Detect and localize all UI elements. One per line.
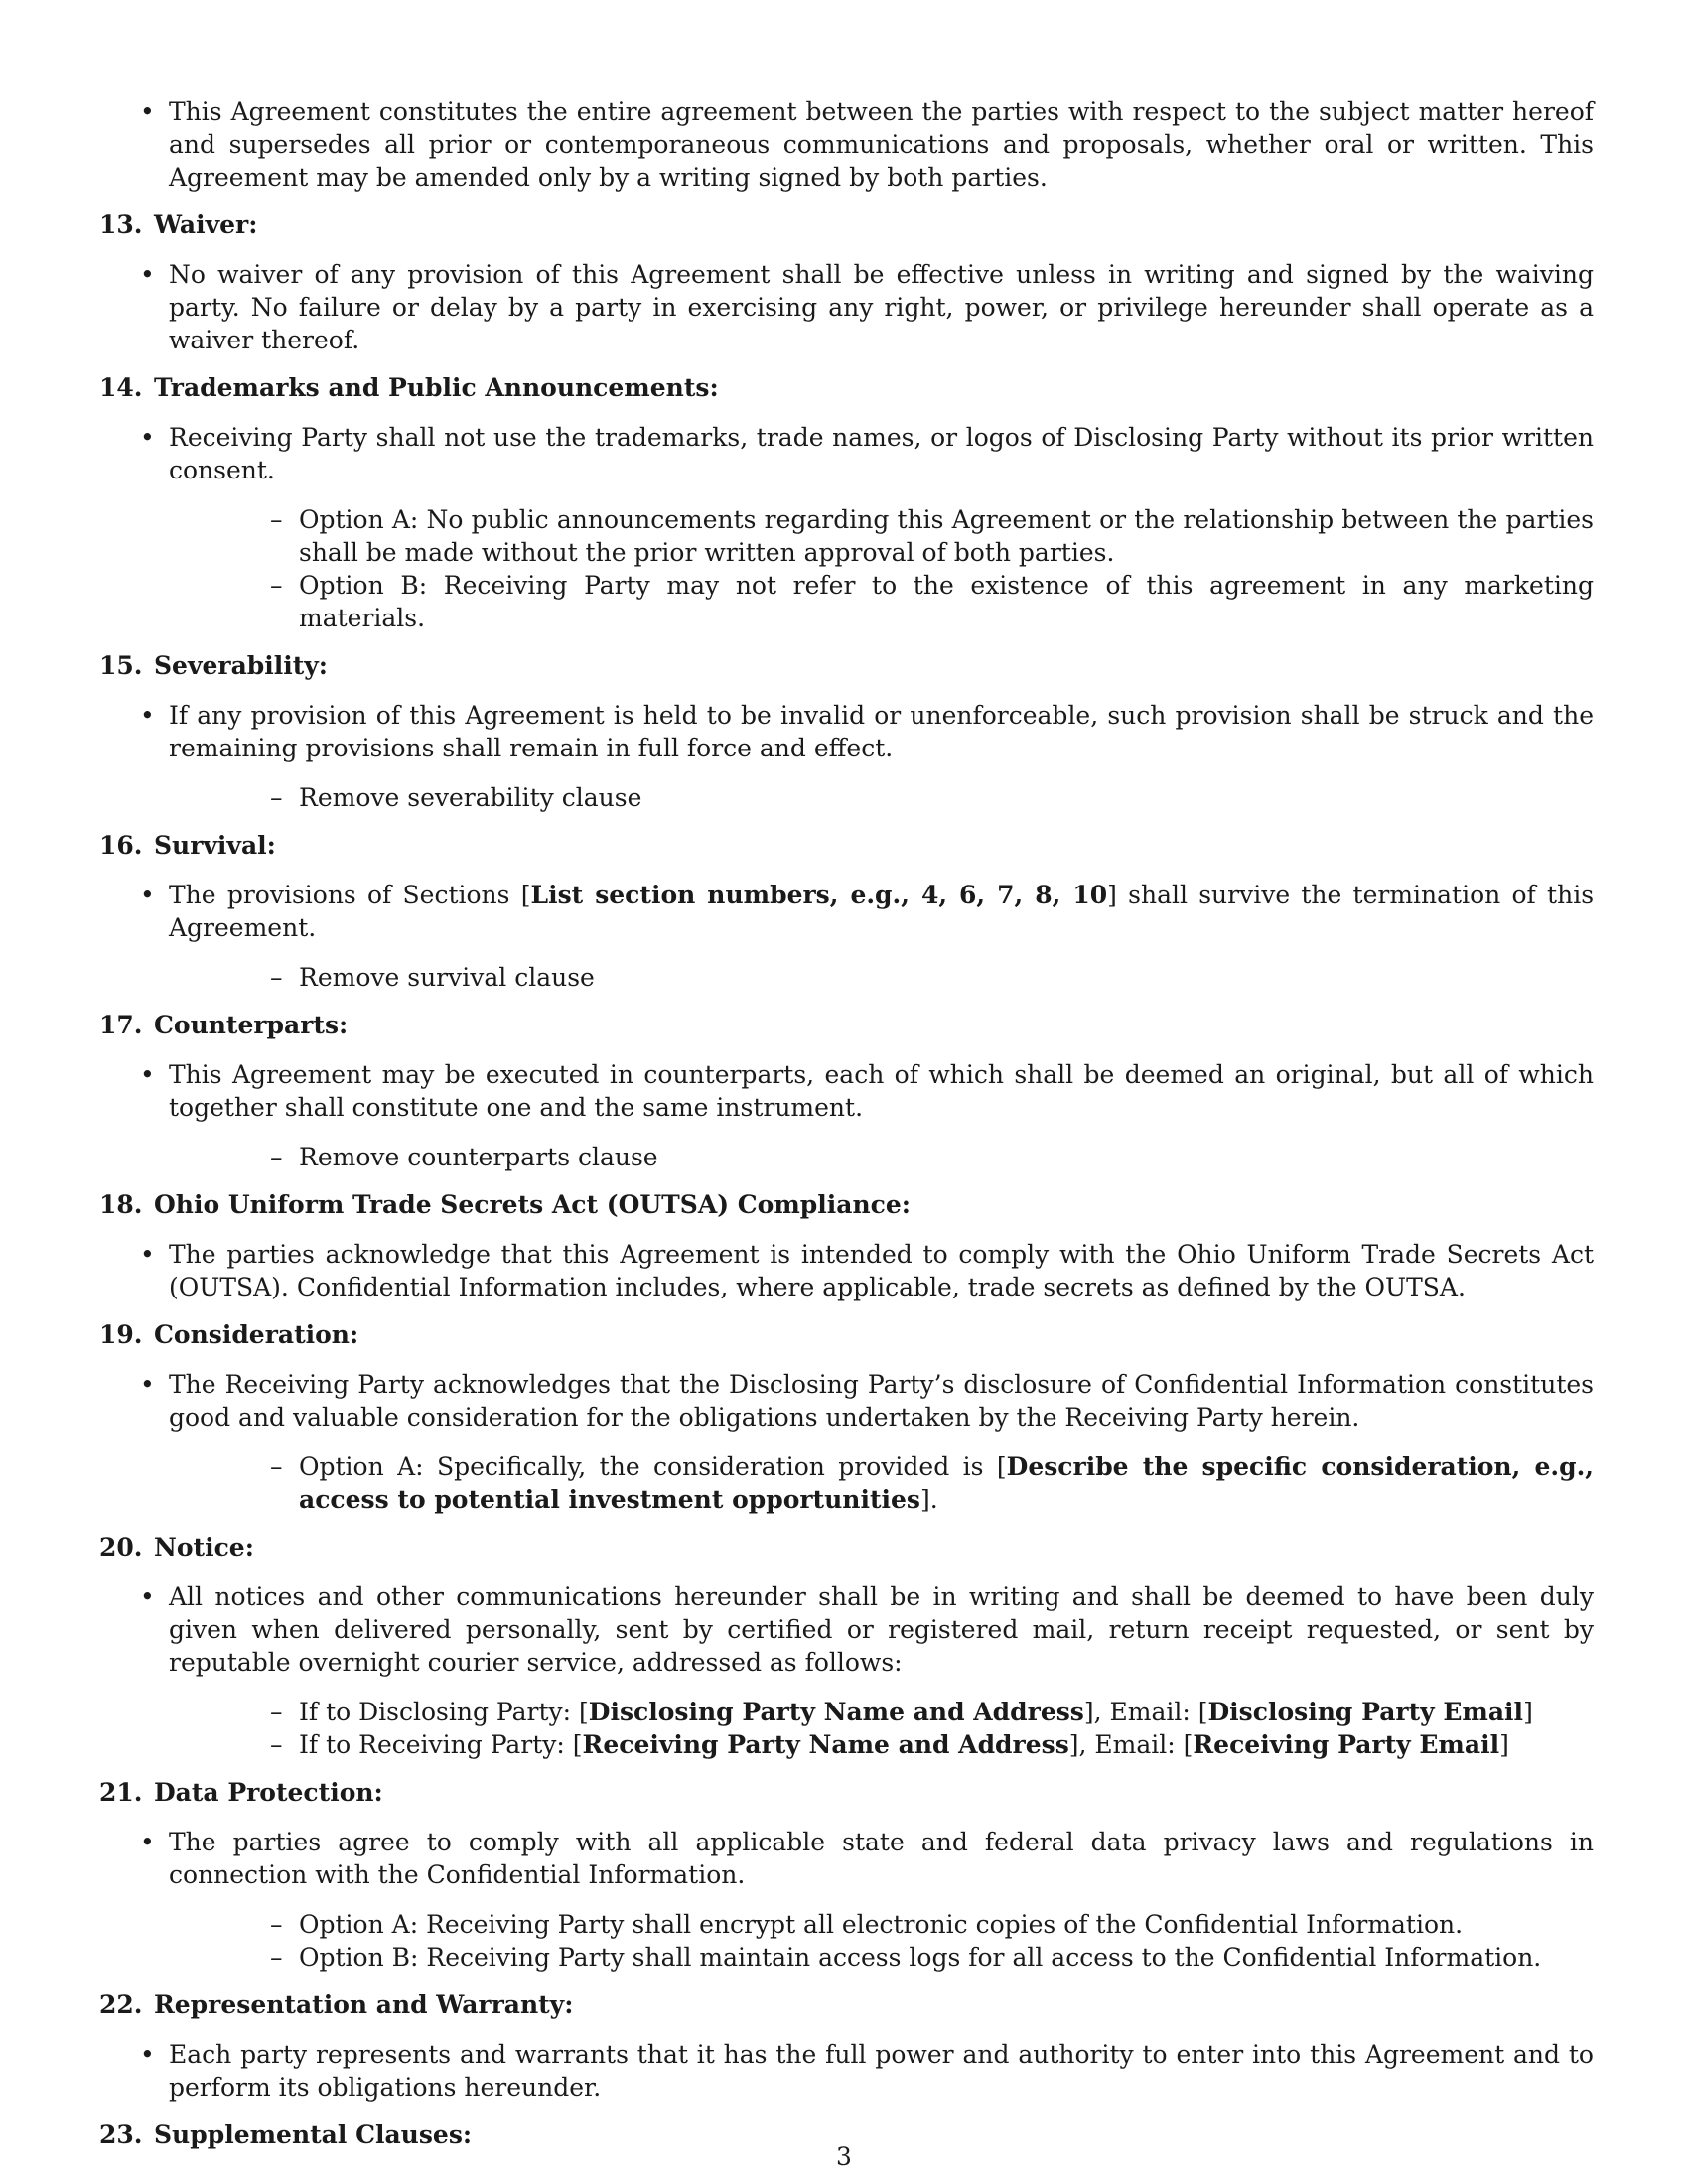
- option-list: [169, 1141, 1594, 1173]
- option-item: – Option A: No public announcements regarding this Agreement or the relationship between the parties shall be made without the prior written approval of both parties.: [169, 503, 1594, 569]
- page-number: 3: [836, 2142, 852, 2171]
- section-heading: 19. Consideration:: [99, 1320, 359, 1349]
- placeholder-text: Disclosing Party Email: [1207, 1698, 1524, 1726]
- bullet-list: [99, 1238, 1594, 1303]
- option-item: – Remove counterparts clause: [169, 1141, 1594, 1173]
- section-heading: 23. Supplemental Clauses:: [99, 2120, 473, 2149]
- section-heading: 14. Trademarks and Public Announcements:: [99, 373, 719, 402]
- bullet-item: • Receiving Party shall not use the trademarks, trade names, or logos of Disclosing Party without its prior written consent. – Option A: No public announcements regarding this Agreement or the relationship between the parties shall be made without the prior written approval of both parties. – Option B: Receiving Party may not refer to the existence of this agreement in any marketing materials.: [99, 421, 1594, 634]
- placeholder-text: Receiving Party Name and Address: [582, 1730, 1069, 1759]
- option-item: – Remove survival clause: [169, 961, 1594, 994]
- bullet-item: • This Agreement may be executed in counterparts, each of which shall be deemed an original, but all of which together shall constitute one and the same instrument. – Remove counterparts clause: [99, 1058, 1594, 1173]
- section-16-survival: [99, 829, 1594, 994]
- bullet-item: • All notices and other communications hereunder shall be in writing and shall be deemed to have been duly given when delivered personally, sent by certified or registered mail, return receipt requested, or sent by reputable overnight courier service, addressed as follows: – If to Disclosing Party: [Disclosing Party Name and Address], Email: [Disclosing Party Email] – If to Receiving Party: [Receiving Party Name and Address], Email: [Receiving Party Email]: [99, 1580, 1594, 1761]
- bullet-item: • The parties agree to comply with all applicable state and federal data privacy laws and regulations in connection with the Confidential Information. – Option A: Receiving Party shall encrypt all electronic copies of the Confidential Information. – Option B: Receiving Party shall maintain access logs for all access to the Confidential Information.: [99, 1826, 1594, 1974]
- option-item: – Option A: Specifically, the consideration provided is [Describe the specific consideration, e.g., access to potential investment opportunities].: [169, 1450, 1594, 1516]
- placeholder-text: List section numbers, e.g., 4, 6, 7, 8, 10: [530, 881, 1108, 909]
- notice-disclosing-party: – If to Disclosing Party: [Disclosing Party Name and Address], Email: [Disclosing Party Email]: [169, 1696, 1594, 1728]
- section-15-severability: [99, 649, 1594, 814]
- bullet-item: • If any provision of this Agreement is held to be invalid or unenforceable, such provision shall be struck and the remaining provisions shall remain in full force and effect. – Remove severability clause: [99, 699, 1594, 814]
- section-heading: 17. Counterparts:: [99, 1011, 349, 1039]
- option-list: [169, 1696, 1594, 1761]
- option-list: [169, 503, 1594, 634]
- section-19-consideration: [99, 1318, 1594, 1516]
- notice-receiving-party: – If to Receiving Party: [Receiving Party Name and Address], Email: [Receiving Party Email]: [169, 1728, 1594, 1761]
- option-list: [169, 1908, 1594, 1974]
- bullet-list: [99, 1368, 1594, 1516]
- placeholder-text: Receiving Party Email: [1193, 1730, 1500, 1759]
- section-21-data-protection: [99, 1776, 1594, 1974]
- bullet-list: [99, 1826, 1594, 1974]
- bullet-list: [99, 1058, 1594, 1173]
- bullet-item: • The parties acknowledge that this Agreement is intended to comply with the Ohio Uniform Trade Secrets Act (OUTSA). Confidential Information includes, where applicable, trade secrets as defined by the OUTSA.: [99, 1238, 1594, 1303]
- entire-agreement-bullet: • This Agreement constitutes the entire agreement between the parties with respect to the subject matter hereof and supersedes all prior or contemporaneous communications and proposals, whether oral or written. This Agreement may be amended only by a writing signed by both parties.: [99, 95, 1594, 194]
- section-heading: 18. Ohio Uniform Trade Secrets Act (OUTSA) Compliance:: [99, 1190, 911, 1219]
- bullet-list: [99, 421, 1594, 634]
- section-14-trademarks: [99, 371, 1594, 634]
- document-body: [99, 95, 1594, 2168]
- option-list: [169, 1450, 1594, 1516]
- section-18-outsa: [99, 1188, 1594, 1303]
- option-item: – Option B: Receiving Party shall maintain access logs for all access to the Confidential Information.: [169, 1941, 1594, 1974]
- bullet-list: [99, 879, 1594, 994]
- section-13-waiver: [99, 208, 1594, 356]
- section-heading: 21. Data Protection:: [99, 1778, 383, 1807]
- placeholder-text: Describe the specific consideration, e.g., access to potential investment opportunities: [299, 1452, 1594, 1514]
- intro-bullet-list: [99, 95, 1594, 194]
- option-list: [169, 961, 1594, 994]
- section-heading: 20. Notice:: [99, 1533, 254, 1562]
- bullet-item: • No waiver of any provision of this Agreement shall be effective unless in writing and signed by the waiving party. No failure or delay by a party in exercising any right, power, or privilege hereunder shall operate as a waiver thereof.: [99, 258, 1594, 356]
- bullet-list: [99, 2038, 1594, 2104]
- section-17-counterparts: [99, 1009, 1594, 1173]
- section-heading: 15. Severability:: [99, 651, 329, 680]
- bullet-item: • The Receiving Party acknowledges that the Disclosing Party’s disclosure of Confidential Information constitutes good and valuable consideration for the obligations undertaken by the Receiving Party herein. – Option A: Specifically, the consideration provided is [Describe the specific consideration, e.g., access to potential investment opportunities].: [99, 1368, 1594, 1516]
- placeholder-text: Disclosing Party Name and Address: [588, 1698, 1084, 1726]
- section-22-representation-warranty: [99, 1988, 1594, 2104]
- section-20-notice: [99, 1531, 1594, 1761]
- bullet-list: [99, 699, 1594, 814]
- section-heading: 16. Survival:: [99, 831, 276, 860]
- bullet-item: • The provisions of Sections [List section numbers, e.g., 4, 6, 7, 8, 10] shall survive the termination of this Agreement. – Remove survival clause: [99, 879, 1594, 994]
- bullet-list: [99, 258, 1594, 356]
- bullet-list: [99, 1580, 1594, 1761]
- option-item: – Remove severability clause: [169, 781, 1594, 814]
- bullet-item: • Each party represents and warrants that it has the full power and authority to enter into this Agreement and to perform its obligations hereunder.: [99, 2038, 1594, 2104]
- option-item: – Option B: Receiving Party may not refer to the existence of this agreement in any marketing materials.: [169, 569, 1594, 634]
- section-heading: 22. Representation and Warranty:: [99, 1990, 574, 2019]
- option-item: – Option A: Receiving Party shall encrypt all electronic copies of the Confidential Information.: [169, 1908, 1594, 1941]
- option-list: [169, 781, 1594, 814]
- section-heading: 13. Waiver:: [99, 210, 258, 239]
